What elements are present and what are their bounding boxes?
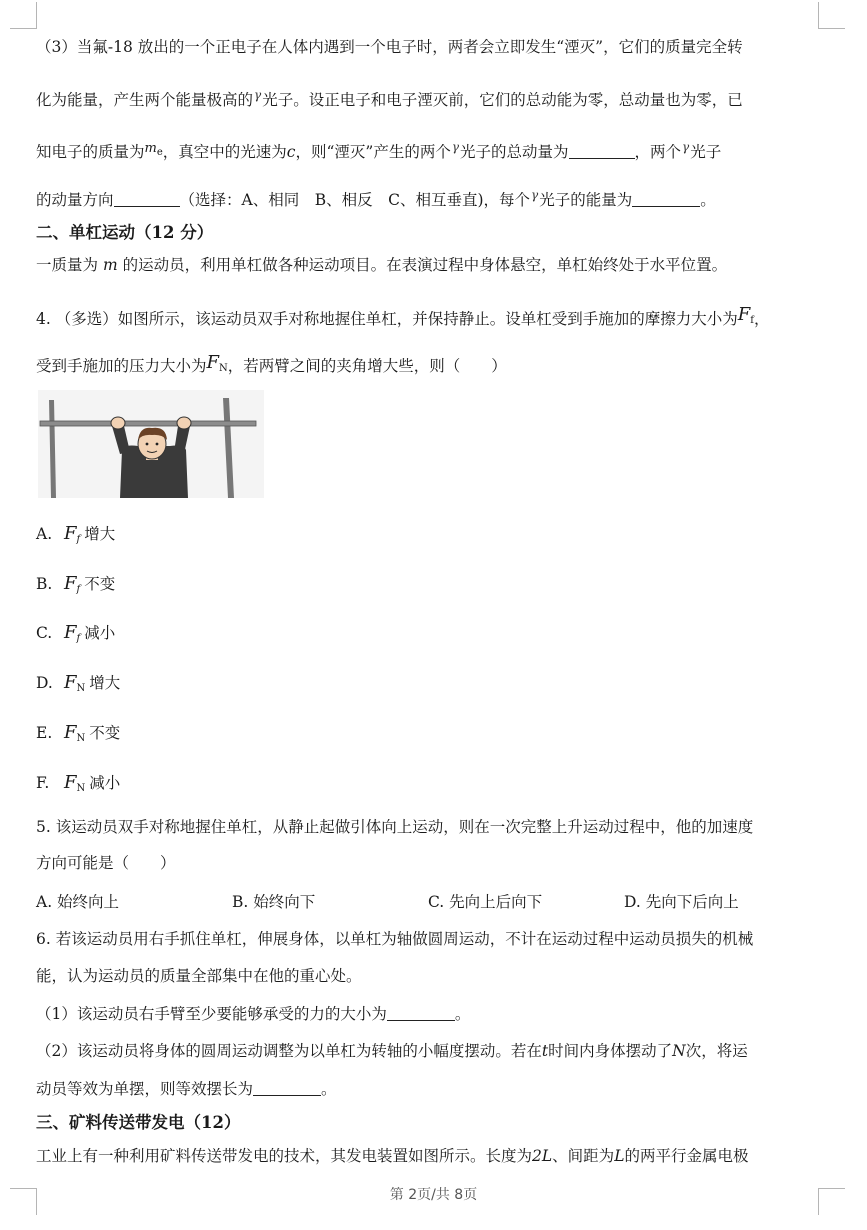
me-letter: m bbox=[144, 141, 157, 156]
text: ，两个 bbox=[634, 143, 682, 161]
q3-part3-line3 bbox=[36, 136, 821, 164]
count-symbol: N bbox=[672, 1042, 686, 1060]
option-letter: E. bbox=[36, 724, 53, 742]
text: ，则“湮灭”产生的两个 bbox=[295, 143, 451, 161]
q4-option-a[interactable] bbox=[36, 523, 821, 551]
option-letter: A. bbox=[36, 525, 53, 543]
text: 知电子的质量为 bbox=[36, 143, 145, 161]
text: 4. （多选）如图所示，该运动员双手对称地握住单杠，并保持静止。设单杠受到手施加的摩擦力大小为 bbox=[36, 310, 738, 328]
q4-line2 bbox=[36, 352, 821, 380]
text: ，真空中的光速为 bbox=[162, 143, 287, 161]
corner-mark-top-right bbox=[818, 2, 845, 29]
gamma-symbol: γ bbox=[451, 140, 459, 154]
q4-option-f[interactable] bbox=[36, 772, 821, 800]
section-2-intro bbox=[36, 254, 821, 276]
symbol-subscript: f bbox=[76, 633, 81, 644]
option-text: 增大 bbox=[89, 674, 121, 692]
time-symbol: t bbox=[541, 1042, 549, 1060]
text: 能，认为运动员的质量全部集中在他的重心处。 bbox=[36, 967, 362, 985]
q4-option-e[interactable] bbox=[36, 722, 821, 750]
text: 光子。设正电子和电子湮灭前，它们的总动能为零，总动量也为零，已 bbox=[262, 91, 743, 109]
spacing-symbol: L bbox=[614, 1147, 625, 1165]
symbol-subscript: N bbox=[76, 683, 86, 694]
gamma-symbol: γ bbox=[531, 188, 539, 202]
q5-option-d[interactable]: D. 先向下后向上 bbox=[624, 893, 739, 911]
text: 受到手施加的压力大小为 bbox=[36, 357, 207, 375]
text: 时间内身体摆动了 bbox=[548, 1042, 673, 1060]
option-symbol bbox=[64, 722, 85, 743]
q6-part2-line2 bbox=[36, 1078, 821, 1100]
text: 5. 该运动员双手对称地握住单杠，从静止起做引体向上运动，则在一次完整上升运动过程中，他的加速度 bbox=[36, 818, 754, 836]
q5-option-b[interactable]: B. 始终向下 bbox=[232, 893, 316, 911]
q6-line2 bbox=[36, 965, 821, 987]
me-subscript: e bbox=[156, 147, 163, 158]
section-3-intro bbox=[36, 1145, 821, 1167]
text: 动员等效为单摆，则等效摆长为 bbox=[36, 1080, 254, 1098]
q5-line1 bbox=[36, 816, 821, 838]
option-symbol bbox=[64, 622, 80, 643]
page-number: 第 2页/共 8页 bbox=[389, 1187, 478, 1203]
n-subscript: N bbox=[219, 363, 228, 374]
text: 化为能量，产生两个能量极高的 bbox=[36, 91, 254, 109]
text: 光子 bbox=[690, 143, 722, 161]
symbol-letter: F bbox=[64, 523, 77, 544]
corner-mark-top-left bbox=[10, 2, 37, 29]
text: 工业上有一种利用矿料传送带发电的技术，其发电装置如图所示。长度为 bbox=[36, 1147, 533, 1165]
f-subscript: f bbox=[750, 315, 754, 326]
q6-line1 bbox=[36, 928, 821, 950]
option-text: 不变 bbox=[89, 724, 121, 742]
length-symbol: 2L bbox=[532, 1147, 553, 1165]
option-text: 减小 bbox=[84, 624, 116, 642]
option-letter: F. bbox=[36, 774, 50, 792]
text: 。 bbox=[321, 1080, 337, 1098]
text: 。 bbox=[454, 1005, 471, 1023]
answer-blank-photon-energy[interactable] bbox=[632, 190, 700, 207]
q3-part3-line1 bbox=[36, 36, 821, 58]
symbol-subscript: f bbox=[76, 584, 81, 595]
text: 的两平行金属电极 bbox=[624, 1147, 749, 1165]
electron-mass-symbol bbox=[145, 141, 163, 156]
symbol-letter: F bbox=[64, 722, 77, 743]
option-letter: C. bbox=[36, 624, 53, 642]
text: （3）当氟-18 放出的一个正电子在人体内遇到一个电子时，两者会立即发生“湮灭”，它们的质量完全转 bbox=[36, 38, 743, 56]
gamma-symbol: γ bbox=[254, 88, 262, 102]
text: （选择：A、相同 B、相反 C、相互垂直)，每个 bbox=[179, 191, 531, 209]
text: 三、矿料传送带发电（12） bbox=[36, 1113, 241, 1132]
option-letter: B. bbox=[36, 575, 53, 593]
q6-part2-line1 bbox=[36, 1040, 821, 1062]
f-letter: F bbox=[737, 304, 751, 325]
option-symbol bbox=[64, 672, 85, 693]
text: （1）该运动员右手臂至少要能够承受的力的大小为 bbox=[36, 1005, 387, 1023]
q5-line2 bbox=[36, 852, 821, 874]
q3-part3-line4 bbox=[36, 184, 821, 211]
symbol-letter: F bbox=[64, 622, 77, 643]
figure-athlete-on-bar bbox=[38, 390, 264, 498]
text: 6. 若该运动员用右手抓住单杠，伸展身体，以单杠为轴做圆周运动，不计在运动过程中运动员损失的机械 bbox=[36, 930, 754, 948]
q4-option-b[interactable] bbox=[36, 573, 821, 601]
q4-option-d[interactable] bbox=[36, 672, 821, 700]
section-3-title bbox=[36, 1112, 821, 1134]
q5-option-a[interactable]: A. 始终向上 bbox=[36, 893, 120, 911]
text: 。 bbox=[700, 191, 716, 209]
answer-blank-arm-force[interactable] bbox=[387, 1004, 455, 1021]
text: 次，将运 bbox=[685, 1042, 748, 1060]
text: 二、单杠运动（12 分） bbox=[36, 223, 214, 242]
answer-blank-pendulum-length[interactable] bbox=[253, 1079, 321, 1096]
athlete-eye-left bbox=[146, 443, 149, 446]
text: 一质量为 bbox=[36, 256, 99, 274]
mass-symbol: m bbox=[102, 256, 118, 274]
text: 的运动员，利用单杠做各种运动项目。在表演过程中身体悬空，单杠始终处于水平位置。 bbox=[122, 256, 728, 274]
athlete-right-hand bbox=[177, 417, 191, 429]
gamma-symbol: γ bbox=[682, 140, 690, 154]
text: 光子的总动量为 bbox=[460, 143, 569, 161]
symbol-letter: F bbox=[64, 573, 77, 594]
q6-part1 bbox=[36, 1003, 821, 1025]
text: 方向可能是（ ） bbox=[36, 854, 176, 872]
answer-blank-total-momentum[interactable] bbox=[569, 142, 635, 159]
friction-force-symbol bbox=[738, 304, 754, 325]
symbol-subscript: N bbox=[76, 733, 86, 744]
text: ， bbox=[753, 310, 770, 328]
normal-force-symbol bbox=[207, 352, 228, 373]
answer-blank-direction[interactable] bbox=[114, 190, 180, 207]
q5-option-c[interactable]: C. 先向上后向下 bbox=[428, 893, 543, 911]
athlete-eye-right bbox=[156, 443, 159, 446]
option-symbol bbox=[64, 772, 85, 793]
text: ，若两臂之间的夹角增大些，则（ ） bbox=[227, 357, 507, 375]
option-letter: D. bbox=[36, 674, 53, 692]
horizontal-bar bbox=[40, 421, 256, 426]
option-text: 增大 bbox=[84, 525, 116, 543]
q4-line1 bbox=[36, 304, 821, 332]
q5-options bbox=[36, 891, 821, 913]
option-symbol bbox=[64, 523, 80, 544]
symbol-subscript: N bbox=[76, 783, 86, 794]
q4-option-c[interactable] bbox=[36, 622, 821, 650]
option-text: 减小 bbox=[89, 774, 121, 792]
section-2-title bbox=[36, 222, 821, 244]
text: 的动量方向 bbox=[36, 191, 114, 209]
light-speed-symbol: c bbox=[286, 143, 296, 161]
text: 、间距为 bbox=[552, 1147, 615, 1165]
symbol-letter: F bbox=[64, 672, 77, 693]
symbol-subscript: f bbox=[76, 534, 81, 545]
f-letter: F bbox=[206, 352, 220, 373]
q3-part3-line2 bbox=[36, 84, 821, 111]
athlete-left-hand bbox=[111, 417, 125, 429]
text: 光子的能量为 bbox=[539, 191, 633, 209]
symbol-letter: F bbox=[64, 772, 77, 793]
option-text: 不变 bbox=[84, 575, 116, 593]
option-symbol bbox=[64, 573, 80, 594]
text: （2）该运动员将身体的圆周运动调整为以单杠为转轴的小幅度摆动。若在 bbox=[36, 1042, 542, 1060]
